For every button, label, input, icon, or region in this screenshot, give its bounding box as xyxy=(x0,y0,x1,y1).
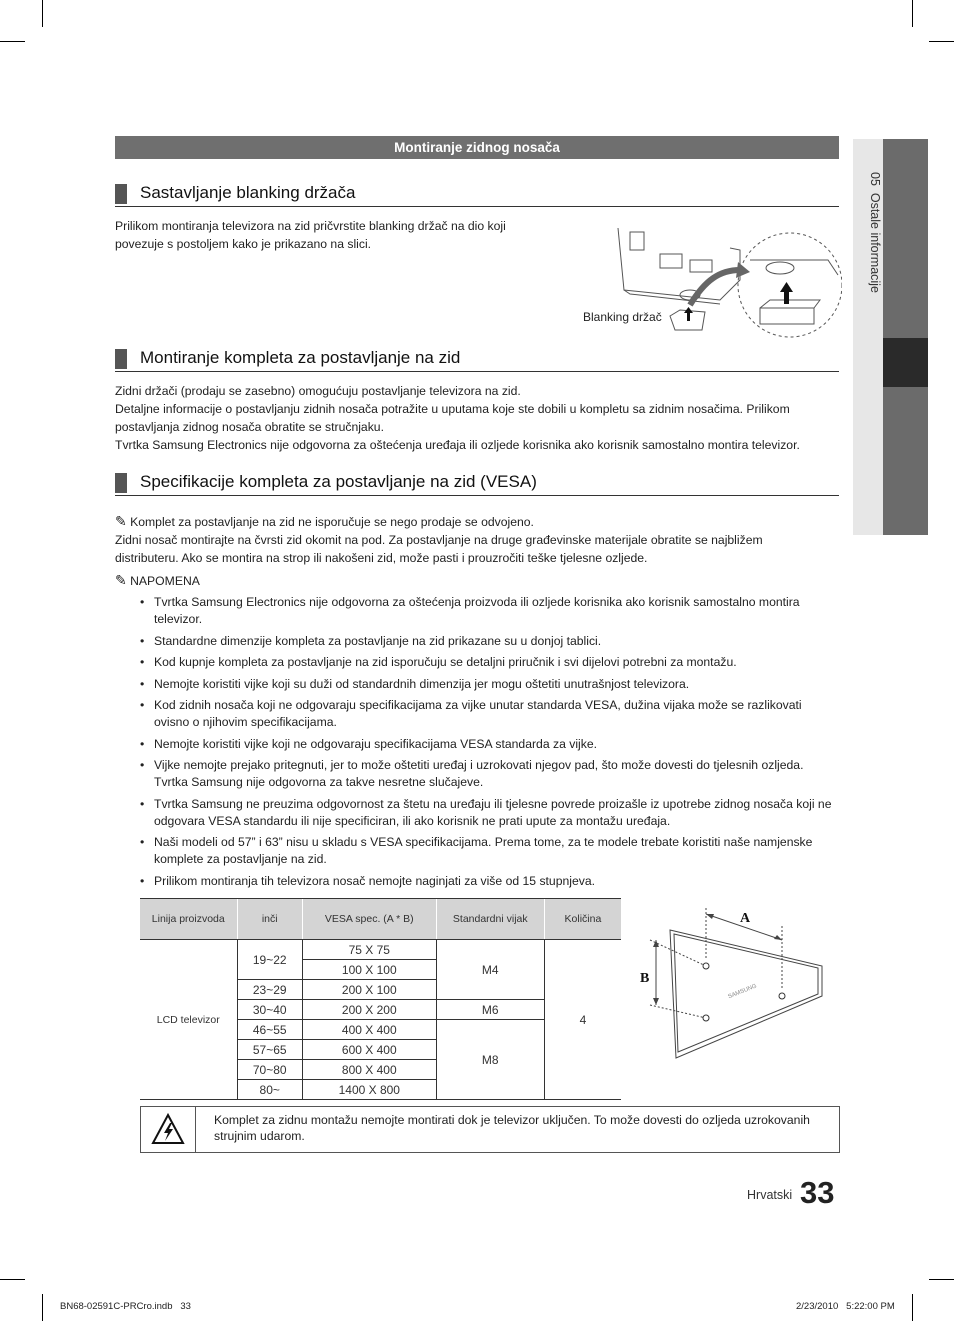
dimension-label-b: B xyxy=(640,971,650,986)
section-title: Sastavljanje blanking držača xyxy=(140,183,356,202)
crop-mark xyxy=(42,1294,43,1321)
brand-logo-text: SAMSUNG xyxy=(727,983,758,1001)
footer-file: BN68-02591C-PRCro.indb 33 xyxy=(60,1301,191,1312)
inch-cell: 57~65 xyxy=(237,1040,302,1060)
section-heading-blanking xyxy=(115,182,839,207)
list-item: • Prilikom montiranja tih televizora nosač nemojte naginjati za više od 15 stupnjeva. xyxy=(140,873,840,890)
note-bullet-list xyxy=(140,594,840,894)
page-banner: Montiranje zidnog nosača xyxy=(115,136,839,159)
table-header: inči xyxy=(237,899,302,940)
vesa-dimension-diagram xyxy=(636,900,848,1082)
section3-text: Zidni nosač montirajte na čvrsti zid okomit na pod. Za postavljanje na druge građevinske materijale obratite se najbližem distributeru. Ako se montira na strop ili nakošeni zid, može pasti i prouzročiti teške tjelesne ozljede. xyxy=(115,533,763,565)
warning-box xyxy=(140,1106,840,1153)
note-sold-separately: ✎ Komplet za postavljanje na zid ne isporučuje se nego prodaje se odvojeno. xyxy=(115,513,534,529)
list-item: • Nemojte koristiti vijke koji su duži od standardnih dimenzija jer mogu oštetiti unutrašnjost televizora. xyxy=(140,676,840,693)
list-item: • Kod kupnje kompleta za postavljanje na zid isporučuju se detaljni priručnik i svi dijelovi potrebni za montažu. xyxy=(140,654,840,671)
table-header-row xyxy=(140,899,621,940)
electric-shock-warning-icon xyxy=(151,1113,185,1147)
section-heading-wallmount xyxy=(115,347,839,372)
product-line-cell: LCD televizor xyxy=(140,940,237,1100)
inch-cell: 46~55 xyxy=(237,1020,302,1040)
screw-cell: M4 xyxy=(436,940,544,1000)
list-item: • Tvrtka Samsung Electronics nije odgovorna za oštećenja proizvoda ili ozljede korisnika ako korisnik samostalno montira televizor. xyxy=(140,594,840,628)
chapter-label: 05 Ostale informacije xyxy=(868,172,882,293)
table-header: Količina xyxy=(544,899,621,940)
list-item: • Vijke nemojte prejako pritegnuti, jer to može oštetiti uređaj i uzrokovati njegov pad, što može dovesti do tjelesnih ozljeda. Tvrtka Samsung nije odgovorna za takve nesretne slučajeve. xyxy=(140,757,840,791)
vesa-cell: 400 X 400 xyxy=(302,1020,436,1040)
note-pencil-icon: ✎ xyxy=(115,513,127,529)
vesa-spec-table xyxy=(140,898,621,1100)
inch-cell: 23~29 xyxy=(237,980,302,1000)
footer-language: Hrvatski xyxy=(747,1188,793,1202)
vesa-cell: 1400 X 800 xyxy=(302,1080,436,1100)
table-header: VESA spec. (A * B) xyxy=(302,899,436,940)
blanking-holder-label: Blanking držač xyxy=(583,310,662,324)
blanking-holder-illustration xyxy=(610,220,842,350)
vesa-cell: 200 X 100 xyxy=(302,980,436,1000)
crop-mark xyxy=(0,1279,25,1280)
footer-date: 2/23/2010 5:22:00 PM xyxy=(796,1301,895,1312)
dimension-label-a: A xyxy=(740,911,751,926)
inch-cell: 19~22 xyxy=(237,940,302,980)
section-title: Montiranje kompleta za postavljanje na zid xyxy=(140,348,461,367)
inch-cell: 70~80 xyxy=(237,1060,302,1080)
list-item: • Nemojte koristiti vijke koji ne odgovaraju specifikacijama VESA standarda za vijke. xyxy=(140,736,840,753)
table-row xyxy=(140,940,621,960)
note-heading: ✎ NAPOMENA xyxy=(115,572,200,588)
crop-mark xyxy=(929,41,954,42)
screw-cell: M6 xyxy=(436,1000,544,1020)
section-heading-vesa xyxy=(115,471,839,496)
list-item: • Standardne dimenzije kompleta za postavljanje na zid prikazane su u donjoj tablici. xyxy=(140,633,840,650)
warning-cell xyxy=(141,1107,196,1152)
chapter-side-tab xyxy=(853,139,928,535)
inch-cell: 80~ xyxy=(237,1080,302,1100)
table-header: Standardni vijak xyxy=(436,899,544,940)
section-title: Specifikacije kompleta za postavljanje na zid (VESA) xyxy=(140,472,537,491)
section1-text: Prilikom montiranja televizora na zid pričvrstite blanking držač na dio koji povezuje s postoljem kako je prikazano na slici. xyxy=(115,219,506,251)
vesa-cell: 75 X 75 xyxy=(302,940,436,960)
inch-cell: 30~40 xyxy=(237,1000,302,1020)
crop-mark xyxy=(929,1279,954,1280)
vesa-cell: 200 X 200 xyxy=(302,1000,436,1020)
warning-text: Komplet za zidnu montažu nemojte montirati dok je televizor uključen. To može dovesti do ozljeda uzrokovanih strujnim udarom. xyxy=(214,1113,810,1143)
screw-cell: M8 xyxy=(436,1020,544,1100)
table-header: Linija proizvoda xyxy=(140,899,237,940)
vesa-cell: 100 X 100 xyxy=(302,960,436,980)
section2-text: Zidni držači (prodaju se zasebno) omogućuju postavljanje televizora na zid. Detaljne informacije o postavljanju zidnih nosača potražite u uputama koje ste dobili u kompletu sa zidnim nosačima. Prilikom postavljanja zidnog nosača obratite se stručnjaku. Tvrtka Samsung Electronics nije odgovorna za oštećenja uređaja ili ozljede korisnika ako korisnik samostalno montira televizor. xyxy=(115,384,800,452)
list-item: • Kod zidnih nosača koji ne odgovaraju specifikacijama za vijke unutar standarda VESA, dužina vijaka može se razlikovati ovisno o njihovim specifikacijama. xyxy=(140,697,840,731)
crop-mark xyxy=(0,41,25,42)
quantity-cell: 4 xyxy=(544,940,621,1100)
crop-mark xyxy=(42,0,43,27)
note-pencil-icon: ✎ xyxy=(115,572,127,588)
crop-mark xyxy=(912,0,913,27)
vesa-cell: 800 X 400 xyxy=(302,1060,436,1080)
crop-mark xyxy=(912,1294,913,1321)
list-item: • Naši modeli od 57” i 63” nisu u skladu s VESA specifikacijama. Prema tome, za te modele trebate koristiti naše namjenske komplete za postavljanje na zid. xyxy=(140,834,840,868)
vesa-cell: 600 X 400 xyxy=(302,1040,436,1060)
list-item: • Tvrtka Samsung ne preuzima odgovornost za štetu na uređaju ili tjelesne povrede proizašle iz upotrebe zidnog nosača koji ne odgovara VESA standardu ili nije specificiran, ili ako korisnik ne prati upute za montažu uređaja. xyxy=(140,796,840,830)
page-number: 33 xyxy=(800,1175,835,1210)
